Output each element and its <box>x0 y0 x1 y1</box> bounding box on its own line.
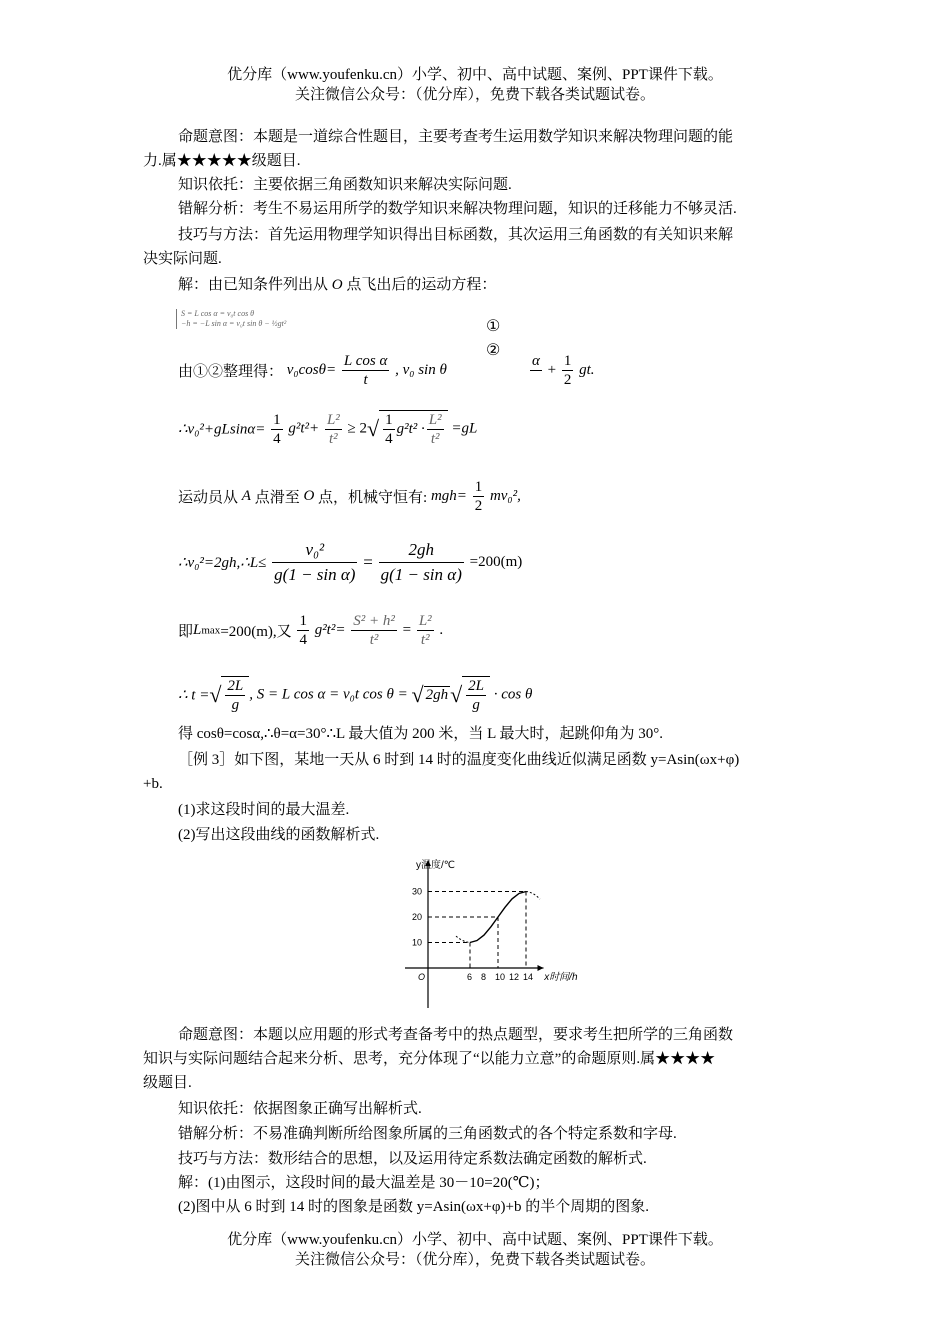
sqrt-sign-t: √ <box>209 682 222 707</box>
sqrt-t-body <box>221 676 249 714</box>
t-prefix: ∴ t = <box>178 687 210 704</box>
ineq-prefix: ∴v₀²+gLsinα= <box>178 421 266 438</box>
t-line <box>178 676 532 714</box>
arrange-tail <box>528 352 595 389</box>
page-footer-line2: 关注微信公众号：（优分库），免费下载各类试题试卷。 <box>294 1252 655 1268</box>
intent-line-a: 命题意图：本题是一道综合性题目，主要考查考生运用数学知识来解决物理问题的能 <box>178 129 734 145</box>
y-axis-label: y温度/℃ <box>416 860 456 871</box>
energy-half-den: 2 <box>474 498 483 514</box>
example3-q1: (1)求这段时间的最大温差. <box>178 802 350 818</box>
limit-n1: v₀² <box>272 538 357 563</box>
lmax-l: L <box>193 622 202 638</box>
lmax-d2: t² <box>369 632 379 648</box>
solution-suffix: 点飞出后的运动方程： <box>346 277 497 293</box>
example3-question-b: +b. <box>143 776 163 792</box>
rad-l2: L² <box>428 412 442 428</box>
sqrt-sign: √ <box>367 416 380 441</box>
quarter-den: 4 <box>273 430 281 447</box>
lmax-d3: t² <box>420 632 430 648</box>
energy-tail: mv₀², <box>489 488 521 504</box>
method-line-b: 决实际问题. <box>143 251 222 267</box>
quarter-num: 1 <box>273 411 281 428</box>
ineq-result: =gL <box>451 420 478 437</box>
energy-eq: mgh= <box>430 488 467 504</box>
equation-line-1: S = L cos α = v₀t cos θ <box>181 309 255 318</box>
solution-prefix: 解：由已知条件列出从 <box>178 277 329 293</box>
t2-den: t² <box>329 430 338 447</box>
x-axis-arrow <box>538 965 544 971</box>
lmax-prefix: 即 <box>178 624 194 640</box>
fraction-half-num: 1 <box>563 353 572 369</box>
sqrt-t2-body <box>462 676 490 714</box>
equation-line-2: −h = −L sin α = v₀t sin θ − ½gt² <box>181 319 287 328</box>
error-line: 错解分析：考生不易运用所学的数学知识来解决物理问题，知识的迁移能力不够灵活. <box>178 201 737 217</box>
sqrt-body <box>379 410 448 448</box>
sqrt-sign-t2: √ <box>450 682 463 707</box>
x-tick-label-8: 8 <box>481 972 487 982</box>
t2-rad-num: 2L <box>468 678 484 694</box>
energy-prefix: 运动员从 <box>178 490 239 506</box>
method2-line: 技巧与方法：数形结合的思想，以及运用待定系数法确定函数的解析式. <box>178 1151 647 1167</box>
fraction-numerator: L cos α <box>343 353 388 369</box>
sqrt-2gh: 2gh <box>425 687 449 703</box>
energy-mid2: 点，机械守恒有: <box>318 490 428 506</box>
t2-rad-den: g <box>472 697 480 713</box>
limit-line <box>178 538 522 587</box>
marker-2: ② <box>486 342 501 359</box>
y-tick-label-10: 10 <box>412 937 423 948</box>
fraction-limit-2 <box>379 538 464 587</box>
lmax-n2: S² + h² <box>353 613 395 629</box>
x-tick-label-6: 6 <box>467 972 473 982</box>
limit-n2: 2gh <box>379 538 464 563</box>
marker-1: ① <box>486 318 501 335</box>
arrange-equation <box>178 352 447 389</box>
lmax-line <box>178 612 443 649</box>
fraction-s2h2 <box>351 612 397 649</box>
fraction-alpha-num: α <box>532 353 540 369</box>
fraction-half <box>562 352 574 389</box>
curve-extension-right <box>526 892 540 900</box>
l2-num: L² <box>326 411 340 428</box>
fraction-l2t2 <box>417 612 434 649</box>
x-axis-label: x时间/h <box>544 972 578 983</box>
temperature-chart <box>400 850 600 1015</box>
coef-two: 2 <box>359 420 368 437</box>
y-tick-label-20: 20 <box>412 912 423 922</box>
error2-line: 错解分析：不易准确判断所给图象所属的三角函数式的各个特定系数和字母. <box>178 1126 677 1142</box>
arrange-v0: v₀cosθ= <box>286 362 337 378</box>
curve-extension-left <box>456 936 470 942</box>
method-line-a: 技巧与方法：首先运用物理学知识得出目标函数，其次运用三角函数的有关知识来解 <box>178 227 734 243</box>
arrange-prefix: 由①②整理得： <box>178 364 284 380</box>
point-o: O <box>331 277 343 293</box>
fraction-denominator: t <box>363 372 368 388</box>
basis2-line: 知识依托：依据图象正确写出解析式. <box>178 1101 422 1117</box>
x-tick-label-14: 14 <box>523 972 534 982</box>
limit-d1: g(1 − sin α) <box>274 565 356 584</box>
fraction-energy-half <box>473 478 485 515</box>
origin-label: O <box>418 972 426 982</box>
point-a: A <box>241 488 251 504</box>
rad-quarter-den: 4 <box>385 431 393 447</box>
t-tail: · cos θ <box>493 686 533 703</box>
lmax-sub: max <box>201 624 221 637</box>
energy-mid: 点滑至 <box>254 490 300 506</box>
rad-g2t2: g²t² · <box>396 421 425 437</box>
fraction-half-den: 2 <box>563 372 572 388</box>
fraction-quarter <box>271 411 283 448</box>
arrange-mid: , v₀ sin θ <box>395 362 447 378</box>
fraction-alpha <box>530 352 542 389</box>
geq-sign: ≥ <box>347 420 356 437</box>
sqrt-sign-2gh: √ <box>411 682 424 707</box>
x-tick-label-10: 10 <box>495 972 506 982</box>
conclusion-line: 得 cosθ=cosα,∴θ=α=30°∴L 最大值为 200 米，当 L 最大时，起跳仰角为 30°. <box>178 726 664 742</box>
energy-line <box>178 478 521 515</box>
point-o-2: O <box>303 488 315 504</box>
lmax-dot: . <box>439 622 444 638</box>
rad-t2: t² <box>430 431 440 447</box>
inequality-line <box>178 410 477 448</box>
t-rad-den: g <box>231 697 240 713</box>
solution-intro <box>178 275 808 295</box>
arrange-gt: gt. <box>579 362 595 378</box>
ineq-g2t2: g²t²+ <box>288 420 320 437</box>
fraction-limit-1 <box>272 538 357 587</box>
energy-half-num: 1 <box>474 479 483 495</box>
lmax-q-den: 4 <box>299 632 307 648</box>
plus-sign: + <box>547 362 557 378</box>
intent2-line-b: 知识与实际问题结合起来分析、思考，充分体现了“以能力立意”的命题原则.属★★★★ <box>143 1051 716 1067</box>
fraction-alpha-den <box>530 371 542 389</box>
rad-quarter-num: 1 <box>385 412 393 428</box>
page-header-line2: 关注微信公众号：（优分库），免费下载各类试题试卷。 <box>294 87 655 103</box>
lmax-mid: =200(m),又 <box>220 624 292 640</box>
limit-result: =200(m) <box>469 554 523 570</box>
equation-system <box>176 309 286 329</box>
intent-line-b: 力.属★★★★★级题目. <box>143 153 301 169</box>
limit-eq: = <box>363 552 373 572</box>
y-tick-label-30: 30 <box>412 886 423 897</box>
intent2-line-c: 级题目. <box>143 1075 192 1091</box>
example3-question-a: ［例 3］如下图，某地一天从 6 时到 14 时的温度变化曲线近似满足函数 y=Asin(ωx+φ) <box>178 752 740 768</box>
lmax-n3: L² <box>418 613 432 629</box>
solution2-line1: 解：(1)由图示，这段时间的最大温差是 30－10=20(℃)； <box>178 1175 550 1191</box>
lmax-eq: = <box>402 622 412 638</box>
t-rad-num: 2L <box>227 678 244 694</box>
page-footer-line1: 优分库（www.youfenku.cn）小学、初中、高中试题、案例、PPT课件下载。 <box>227 1232 723 1248</box>
solution2-line2: (2)图中从 6 时到 14 时的图象是函数 y=Asin(ωx+φ)+b 的半个周期的图象. <box>178 1199 649 1215</box>
lmax-q-num: 1 <box>299 613 307 629</box>
basis-line: 知识依托：主要依据三角函数知识来解决实际问题. <box>178 177 512 193</box>
t-mid: , S = L cos α = v₀t cos θ = <box>249 686 408 703</box>
fraction-lcos-over-t <box>342 352 389 389</box>
page-header-line1: 优分库（www.youfenku.cn）小学、初中、高中试题、案例、PPT课件下载。 <box>227 67 723 83</box>
lmax-g2t2: g²t²= <box>314 622 346 638</box>
intent2-line-a: 命题意图：本题以应用题的形式考查备考中的热点题型，要求考生把所学的三角函数 <box>178 1027 734 1043</box>
limit-prefix: ∴v₀²=2gh,∴L≤ <box>178 555 267 571</box>
fraction-l2-t2 <box>325 411 342 448</box>
x-tick-label-12: 12 <box>509 972 520 982</box>
example3-q2: (2)写出这段曲线的函数解析式. <box>178 827 380 843</box>
fraction-lmax-quarter <box>297 612 309 649</box>
limit-d2: g(1 − sin α) <box>380 565 462 584</box>
